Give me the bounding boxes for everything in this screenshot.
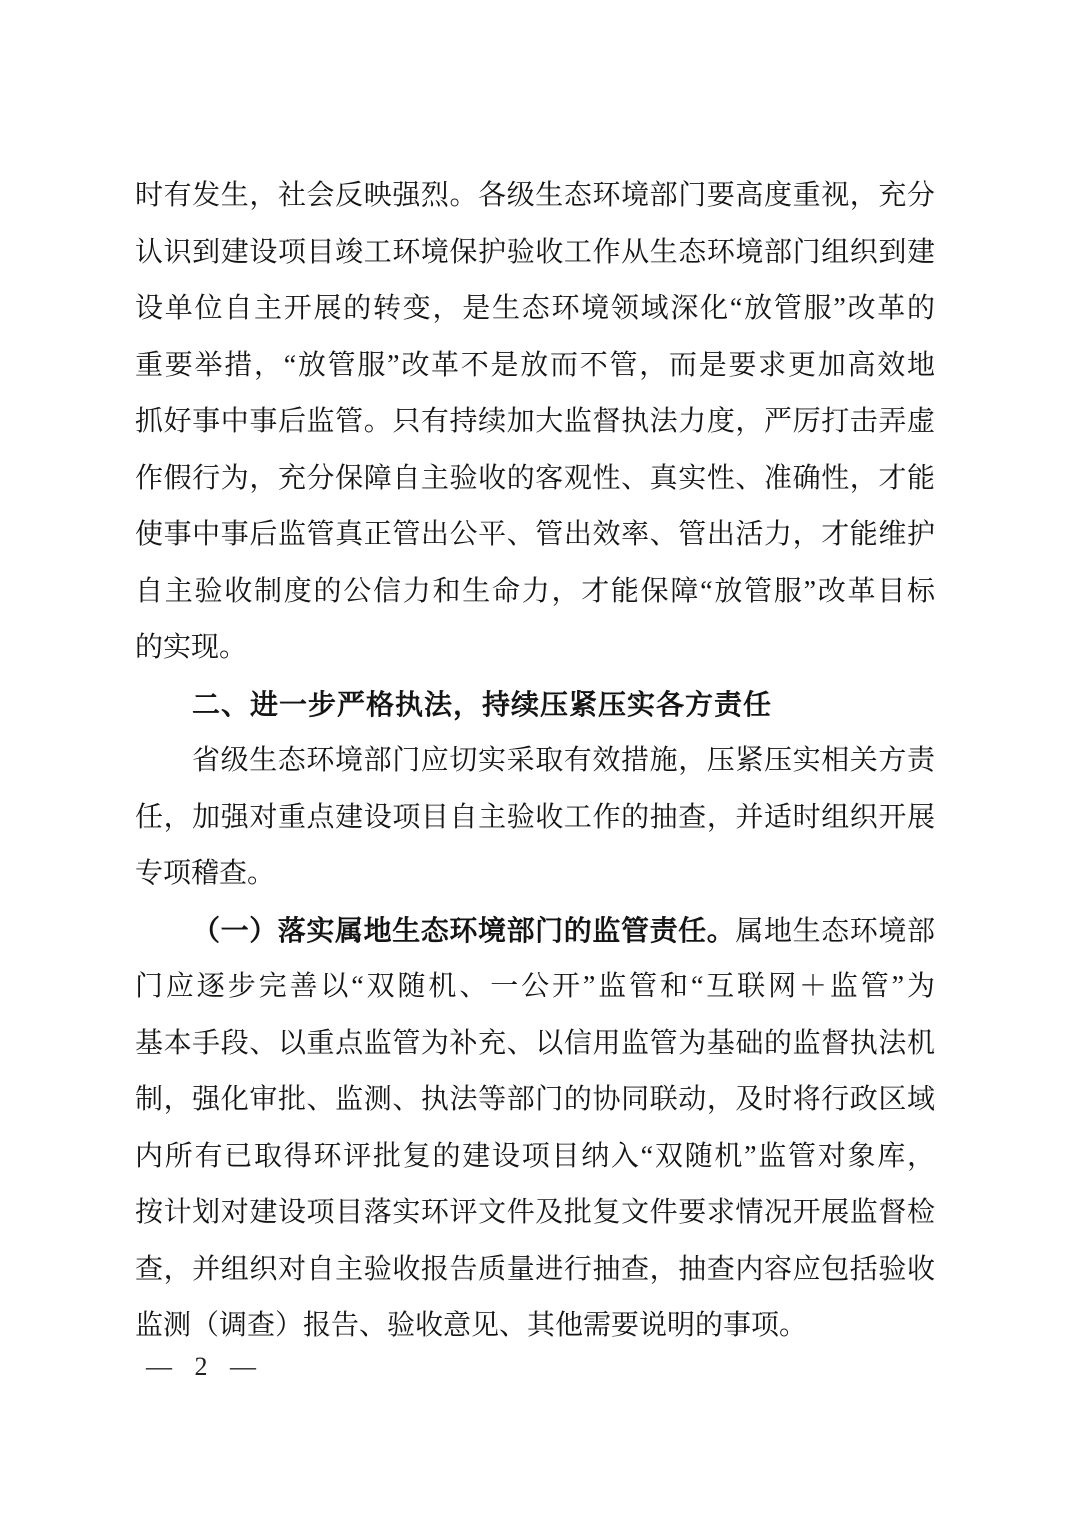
body-line: 时有发生，社会反映强烈。各级生态环境部门要高度重视，充分	[135, 180, 935, 211]
body-line: 使事中事后监管真正管出公平、管出效率、管出活力，才能维护	[135, 519, 935, 550]
body-line	[135, 903, 935, 960]
document-body	[135, 168, 935, 1355]
body-line: 作假行为，充分保障自主验收的客观性、真实性、准确性，才能	[135, 462, 935, 494]
body-line: 监测（调查）报告、验收意见、其他需要说明的事项。	[135, 1310, 808, 1341]
subsection-lead: （一）落实属地生态环境部门的监管责任。	[192, 914, 736, 946]
body-line: 自主验收制度的公信力和生命力，才能保障“放管服”改革目标	[135, 575, 935, 607]
body-line: 设单位自主开展的转变，是生态环境领域深化“放管服”改革的	[135, 293, 935, 324]
body-line: 专项稽查。	[135, 858, 276, 889]
body-line: 内所有已取得环评批复的建设项目纳入“双随机”监管对象库，	[135, 1140, 935, 1172]
body-line: 认识到建设项目竣工环境保护验收工作从生态环境部门组织到建	[135, 236, 935, 268]
section-heading: 二、进一步严格执法，持续压紧压实各方责任	[192, 688, 773, 720]
body-line: 基本手段、以重点监管为补充、以信用监管为基础的监督执法机	[135, 1027, 935, 1059]
body-line: 抓好事中事后监管。只有持续加大监督执法力度，严厉打击弄虚	[135, 406, 935, 437]
body-line: 的实现。	[135, 632, 248, 663]
body-line: 任，加强对重点建设项目自主验收工作的抽查，并适时组织开展	[135, 801, 935, 833]
page-number: — 2 —	[146, 1352, 257, 1381]
body-line: 制，强化审批、监测、执法等部门的协同联动，及时将行政区域	[135, 1084, 935, 1115]
body-line: 省级生态环境部门应切实采取有效措施，压紧压实相关方责	[192, 745, 935, 776]
body-text: 属地生态环境部	[735, 915, 935, 947]
body-line: 按计划对建设项目落实环评文件及批复文件要求情况开展监督检	[135, 1197, 935, 1228]
body-line: 门应逐步完善以“双随机、一公开”监管和“互联网＋监管”为	[135, 971, 935, 1002]
body-line: 重要举措，“放管服”改革不是放而不管，而是要求更加高效地	[135, 349, 935, 381]
body-line: 查，并组织对自主验收报告质量进行抽查，抽查内容应包括验收	[135, 1253, 935, 1285]
